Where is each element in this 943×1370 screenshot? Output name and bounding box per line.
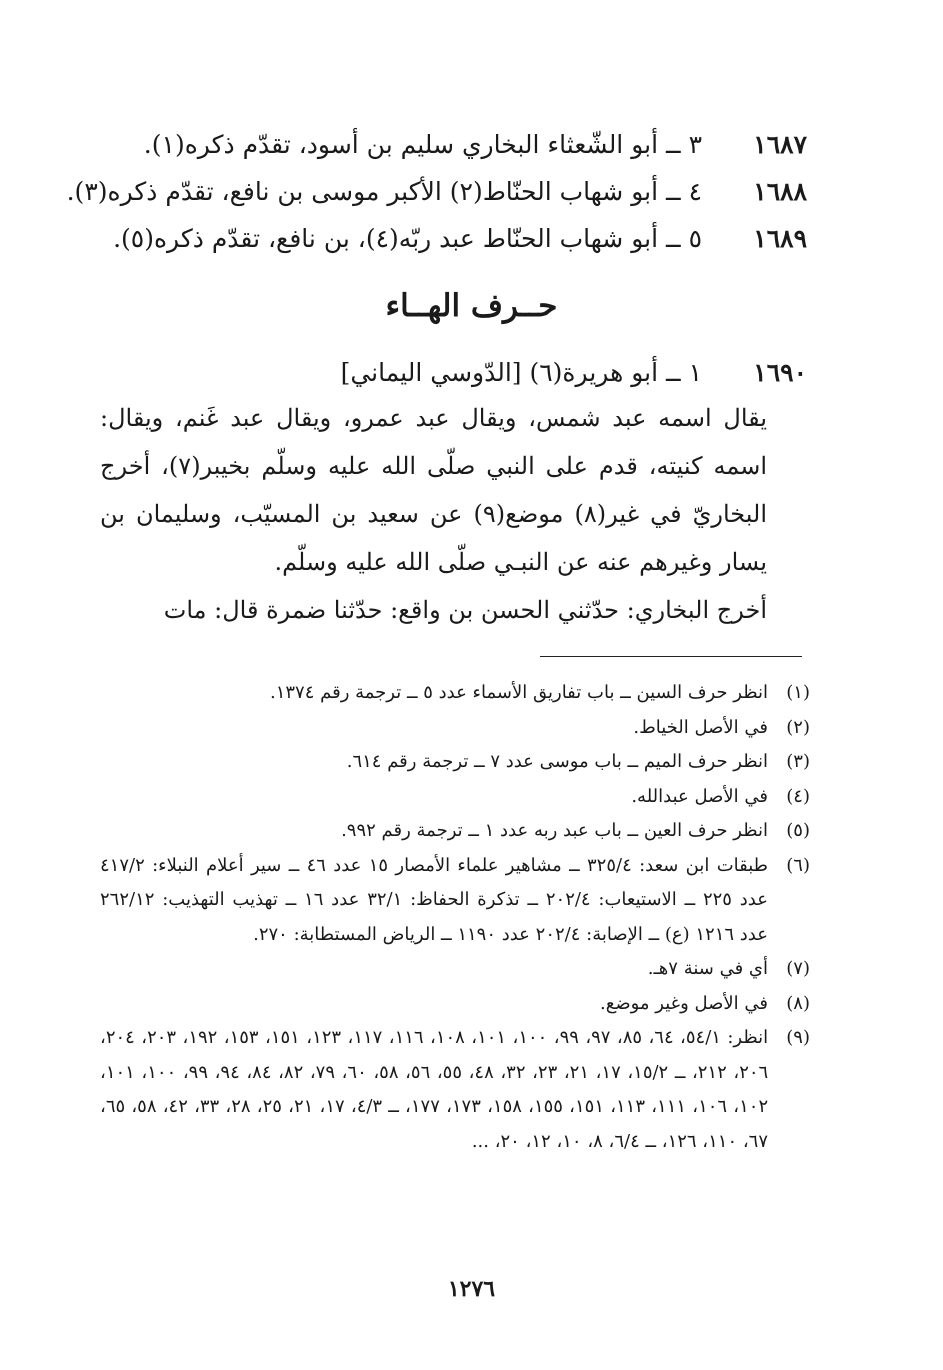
footnote-text: في الأصل عبدالله.: [631, 785, 768, 807]
entry-text: ٣ ــ أبو الشّعثاء البخاري سليم بن أسود، تقدّم ذكره(١).: [143, 130, 702, 159]
footnote-text: انظر: ٥٤/١، ٦٤، ٨٥، ٩٧، ٩٩، ١٠٠، ١٠١، ١٠٨، ١١٦، ١١٧، ١٢٣، ١٥١، ١٥٣، ١٩٢، ٢٠٣، ٢٠٤، ٢٠٦، ٢١٢، ــ ١٥/٢، ١٧، ٢١، ٢٣، ٣٢، ٤٨، ٥٥، ٥٦، ٥٨، ٦٠، ٧٩، ٨٢، ٨٤، ٩٤، ٩٩، ١٠٠، ١٠١، ١٠٢، ١٠٦، ١١١، ١١٣، ١٥١، ١٥٥، ١٥٨، ١٧٣، ١٧٧، ــ ٤/٣، ١٧، ٢١، ٢٥، ٢٨، ٣٣، ٤٢، ٥٨، ٦٥، ٦٧، ١١٠، ١٢٦، ــ ٦/٤، ٨، ١٠، ١٢، ٢٠، ...: [100, 1027, 769, 1152]
footnote-number: (٨): [786, 992, 810, 1014]
footnote-text: انظر حرف السين ــ باب تفاريق الأسماء عدد ٥ ــ ترجمة رقم ١٣٧٤.: [269, 682, 768, 703]
footnote-6: [100, 849, 810, 953]
entry-1688: [66, 169, 807, 215]
footnote-text: أي في سنة ٧هـ.: [647, 958, 768, 979]
footnote-text: في الأصل الخياط.: [633, 716, 768, 738]
entry-number: ١٦٨٩: [753, 224, 807, 253]
footnote-number: (٢): [786, 716, 810, 738]
footnote-number: (٩): [786, 1027, 810, 1048]
footnote-7: [100, 952, 810, 987]
footnote-text: في الأصل وغير موضع.: [600, 992, 768, 1014]
footnote-9: [100, 1021, 810, 1159]
page-number: ١٢٧٦: [447, 1276, 496, 1302]
footnote-number: (٦): [786, 854, 810, 876]
footnote-number: (٧): [786, 958, 810, 979]
body-paragraph: أخرج البخاري: حدّثني الحسن بن واقع: حدّثنا ضمرة قال: مات: [163, 596, 767, 624]
footnote-number: (٣): [786, 751, 810, 772]
entry-text: ١ ــ أبو هريرة(٦) [الدّوسي اليماني]: [340, 358, 702, 387]
footnote-5: [100, 814, 810, 849]
footnote-number: (١): [786, 682, 810, 703]
entry-1690: [100, 350, 807, 396]
entry-1687: [100, 122, 807, 168]
entry-1689: [100, 216, 807, 262]
footnote-4: [100, 780, 810, 815]
entry-number: ١٦٨٧: [753, 130, 807, 159]
footnote-2: [100, 711, 810, 746]
footnote-1: [100, 676, 810, 711]
entry-text: ٤ ــ أبو شهاب الحنّاط(٢) الأكبر موسى بن نافع، تقدّم ذكره(٣).: [66, 177, 702, 206]
footnote-number: (٥): [786, 820, 810, 841]
body-paragraph: يقال اسمه عبد شمس، ويقال عبد عمرو، ويقال عبد غَنم، ويقال: اسمه كنيته، قدم على النبي صلّى الله عليه وسلّم بخيبر(٧)، أخرج البخاريّ في غير(٨) موضع(٩) عن سعيد بن المسيّب، وسليمان بن يسار وغيرهم عنه عن النبـي صلّى الله عليه وسلّم.: [100, 404, 767, 576]
footnote-8: [100, 987, 810, 1022]
footnote-text: طبقات ابن سعد: ٣٢٥/٤ ــ مشاهير علماء الأمصار ١٥ عدد ٤٦ ــ سير أعلام النبلاء: ٤١٧/٢ عدد ٢٢٥ ــ الاستيعاب: ٢٠٢/٤ ــ تذكرة الحفاظ: ٣٢/١ عدد ١٦ ــ تهذيب التهذيب: ٢٦٢/١٢ عدد ١٢١٦ (ع) ــ الإصابة: ٢٠٢/٤ عدد ١١٩٠ ــ الرياض المستطابة: ٢٧٠.: [100, 854, 768, 945]
footnote-text: انظر حرف العين ــ باب عبد ربه عدد ١ ــ ترجمة رقم ٩٩٢.: [341, 820, 768, 841]
footnote-number: (٤): [786, 785, 810, 807]
footnote-divider: [540, 656, 802, 657]
footnotes: [100, 676, 810, 1159]
body-text: [100, 394, 807, 634]
footnote-3: [100, 745, 810, 780]
section-title: حــرف الهــاء: [385, 288, 558, 324]
footnote-text: انظر حرف الميم ــ باب موسى عدد ٧ ــ ترجمة رقم ٦١٤.: [346, 751, 768, 772]
entry-number: ١٦٩٠: [753, 358, 807, 387]
entry-text: ٥ ــ أبو شهاب الحنّاط عبد ربّه(٤)، بن نافع، تقدّم ذكره(٥).: [113, 224, 702, 253]
entry-number: ١٦٨٨: [753, 177, 807, 206]
